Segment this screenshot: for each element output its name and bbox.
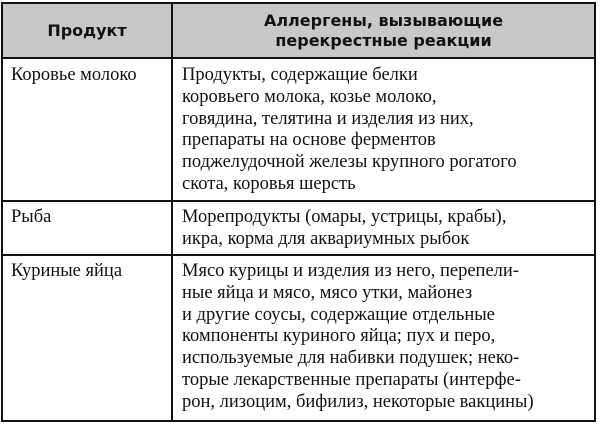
allergen-table: [1, 2, 596, 422]
row-product-fish: [11, 207, 51, 229]
allergen-line: используемые для набивки подушек; неко-: [182, 348, 520, 369]
allergen-line: поджелудочной железы крупного рогатого: [182, 152, 517, 173]
column-divider: [171, 4, 173, 420]
header-allergens-line: перекрестные реакции: [275, 30, 492, 50]
row-allergens-cow-milk: [182, 65, 517, 196]
header-product: [3, 4, 171, 57]
header-allergens-line: Аллергены, вызывающие: [263, 10, 504, 30]
product-name: Куриные яйца: [11, 261, 123, 281]
allergen-line: и другие соусы, содержащие отдельные: [182, 304, 495, 325]
product-name: Рыба: [11, 207, 52, 227]
allergen-line: ные яйца и мясо, мясо утки, майонез: [182, 282, 473, 303]
allergen-line: Продукты, содержащие белки: [182, 65, 418, 85]
allergen-line: коровьего молока, козье молоко,: [182, 86, 437, 107]
allergen-line: говядина, телятина и изделия из них,: [182, 108, 474, 129]
allergen-line: скота, коровья шерсть: [182, 173, 356, 194]
row-divider: [3, 200, 594, 202]
allergen-line: Мясо курицы и изделия из него, перепели-: [182, 261, 519, 281]
table-header: [3, 4, 594, 59]
product-name: Коровье молоко: [11, 65, 137, 85]
row-allergens-fish: [182, 207, 506, 251]
row-allergens-chicken-eggs: [182, 261, 534, 414]
allergen-line: икра, корма для аквариумных рыбок: [182, 228, 470, 249]
allergen-line: Морепродукты (омары, устрицы, крабы),: [182, 207, 507, 227]
row-product-chicken-eggs: [11, 261, 122, 283]
allergen-line: торые лекарственные препараты (интерфе-: [182, 369, 521, 390]
header-allergens: [173, 4, 594, 57]
header-product-label: Продукт: [47, 20, 127, 40]
allergen-line: препараты на основе ферментов: [182, 130, 436, 151]
row-product-cow-milk: [11, 65, 137, 87]
allergen-line: компоненты куриного яйца; пух и перо,: [182, 326, 496, 347]
row-divider: [3, 254, 594, 256]
allergen-line: рон, лизоцим, бифилиз, некоторые вакцины): [182, 391, 534, 412]
